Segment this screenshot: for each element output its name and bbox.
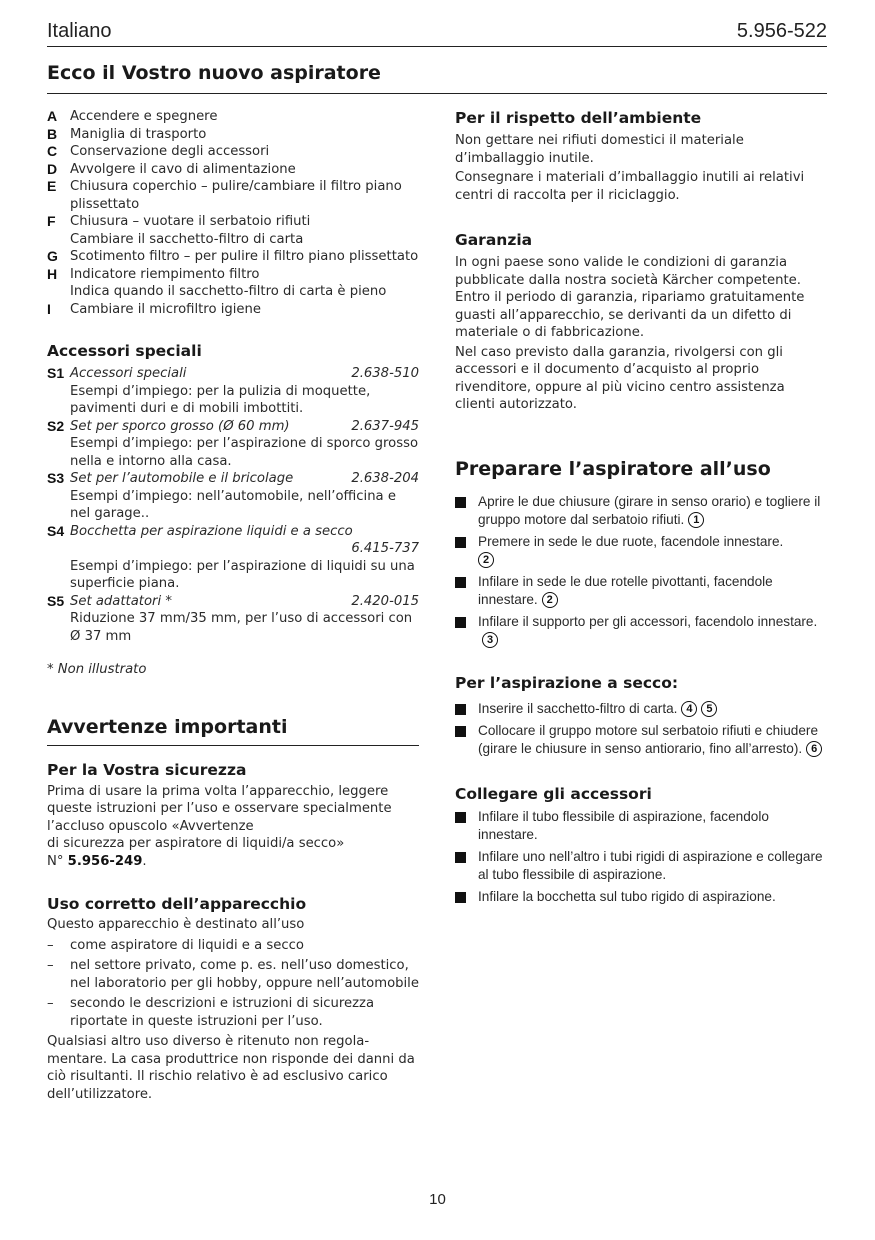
figure-ref-icon: 5 bbox=[701, 701, 717, 717]
bullet-square bbox=[455, 704, 466, 715]
accessories-note: * Non illustrato bbox=[47, 662, 147, 677]
part-text: Cambiare il microfiltro igiene bbox=[70, 301, 261, 317]
parts-list bbox=[47, 108, 419, 318]
accessory-name: Set adattatori * bbox=[70, 593, 172, 609]
list-item bbox=[455, 573, 827, 609]
environment-text: Non gettare nei rifiuti domestici il materiale d’imballaggio inutile. bbox=[455, 133, 744, 166]
accessory-code: S1 bbox=[47, 365, 65, 381]
title-divider bbox=[47, 93, 827, 94]
dry-list bbox=[455, 700, 827, 758]
bullet-square bbox=[455, 892, 466, 903]
part-letter: A bbox=[47, 108, 58, 124]
dash-marker: – bbox=[47, 958, 54, 973]
list-item bbox=[455, 722, 827, 758]
part-letter: F bbox=[47, 213, 56, 229]
accessory-item bbox=[47, 365, 419, 418]
accessory-item bbox=[47, 523, 419, 593]
use-heading: Uso corretto dell’apparecchio bbox=[47, 895, 307, 913]
bullet-square bbox=[455, 497, 466, 508]
list-item bbox=[455, 700, 827, 718]
dash-marker: – bbox=[47, 996, 54, 1011]
use-intro: Questo apparecchio è destinato all’uso bbox=[47, 917, 305, 932]
part-text: Avvolgere il cavo di alimentazione bbox=[70, 161, 296, 177]
page-title: Ecco il Vostro nuovo aspiratore bbox=[47, 62, 381, 84]
left-column bbox=[47, 108, 419, 1103]
bullet-square bbox=[455, 726, 466, 737]
connect-item-text: Infilare la bocchetta sul tubo rigido di aspirazione. bbox=[478, 888, 776, 904]
list-item bbox=[47, 957, 419, 992]
dry-item-text: Inserire il sacchetto-filtro di carta. bbox=[478, 700, 678, 716]
warranty-heading: Garanzia bbox=[455, 231, 533, 249]
list-item bbox=[455, 493, 827, 529]
part-text: Cambiare il sacchetto-filtro di carta bbox=[70, 231, 304, 247]
list-item bbox=[47, 126, 419, 144]
prepare-item-text: Infilare in sede le due rotelle pivottanti, facendole innestare. bbox=[478, 573, 773, 607]
part-letter: E bbox=[47, 178, 57, 194]
warranty-text: In ogni paese sono valide le condizioni di garanzia pubblicate dalla nostra società Kärcher competente. Entro il periodo di garanzia, ripariamo gratuitamente guasti all’apparecchio, se derivanti da un difetto di materiale o di fabbricazione. bbox=[455, 255, 805, 340]
warranty-text: Nel caso previsto dalla garanzia, rivolgersi con gli accessori e il documento d’acquisto al proprio rivenditore, oppure al più vicino centro assistenza clienti autorizzato. bbox=[455, 344, 785, 412]
safety-number: 5.956-249 bbox=[67, 853, 143, 869]
connect-list bbox=[455, 808, 827, 906]
prepare-item-text: Premere in sede le due ruote, facendole innestare. bbox=[478, 533, 784, 549]
list-item bbox=[47, 143, 419, 161]
section-divider bbox=[47, 745, 419, 746]
prepare-item-text: Aprire le due chiusure (girare in senso orario) e togliere il gruppo motore dal serbatoio rifiuti. bbox=[478, 493, 821, 527]
part-text: Conservazione degli accessori bbox=[70, 144, 270, 159]
accessory-desc: Esempi d’impiego: per la pulizia di moquette, pavimenti duri e di mobili imbottiti. bbox=[70, 383, 371, 416]
page-number: 10 bbox=[429, 1191, 446, 1208]
environment-text: Consegnare i materiali d’imballaggio inutili ai relativi centri di raccolta per il riciclaggio. bbox=[455, 170, 805, 203]
figure-ref-icon: 3 bbox=[482, 632, 498, 648]
part-text: Maniglia di trasporto bbox=[70, 126, 207, 142]
figure-ref-icon: 6 bbox=[806, 741, 822, 757]
list-item bbox=[47, 266, 419, 301]
accessory-name: Set per sporco grosso (Ø 60 mm) bbox=[70, 418, 290, 434]
safety-text-line: Prima di usare la prima volta l’apparecchio, leggere queste istruzioni per l’uso e osservare specialmente l’accluso opuscolo «Avvertenze bbox=[47, 783, 392, 834]
figure-ref-icon: 2 bbox=[542, 592, 558, 608]
use-outro: Qualsiasi altro uso diverso è ritenuto non regola-mentare. La casa produttrice non risponde dei danni da ciò risultanti. Il rischio relativo è ad esclusivo carico dell’utilizzatore. bbox=[47, 1034, 415, 1102]
accessory-number: 2.638-510 bbox=[351, 366, 419, 381]
part-letter: C bbox=[47, 143, 58, 159]
accessories-heading: Accessori speciali bbox=[47, 342, 202, 360]
use-item-text: nel settore privato, come p. es. nell’uso domestico, nel laboratorio per gli hobby, oppure nell’automobile bbox=[70, 958, 419, 991]
bullet-square bbox=[455, 537, 466, 548]
prepare-list bbox=[455, 493, 827, 649]
safety-text-line: di sicurezza per aspiratore di liquidi/a secco» bbox=[47, 836, 345, 851]
header-language: Italiano bbox=[47, 20, 112, 42]
figure-ref-icon: 2 bbox=[478, 552, 494, 568]
prepare-heading: Preparare l’aspiratore all’uso bbox=[455, 457, 771, 480]
bullet-square bbox=[455, 577, 466, 588]
bullet-square bbox=[455, 852, 466, 863]
accessory-name: Accessori speciali bbox=[70, 366, 187, 381]
accessory-number: 2.420-015 bbox=[351, 593, 419, 609]
figure-ref-icon: 4 bbox=[681, 701, 697, 717]
list-item bbox=[455, 808, 827, 844]
accessory-desc: Esempi d’impiego: per l’aspirazione di sporco grosso nella e intorno alla casa. bbox=[70, 436, 419, 469]
use-item-text: come aspiratore di liquidi e a secco bbox=[70, 937, 304, 953]
part-letter: G bbox=[47, 248, 58, 264]
accessory-number: 2.637-945 bbox=[351, 418, 419, 434]
safety-number-prefix: N° bbox=[47, 853, 64, 869]
part-text: Chiusura – vuotare il serbatoio rifiuti bbox=[70, 214, 311, 229]
part-text: Indica quando il sacchetto-filtro di carta è pieno bbox=[70, 284, 387, 299]
figure-ref-icon: 1 bbox=[688, 512, 704, 528]
header-divider bbox=[47, 46, 827, 47]
list-item bbox=[47, 108, 419, 126]
list-item bbox=[47, 995, 419, 1030]
safety-text: Prima di usare la prima volta l’apparecchio, leggere queste istruzioni per l’uso e osservare specialmente l’accluso opuscolo «Avvertenze di sicurezza per aspiratore di liquidi/a secco» N° 5.956-249. bbox=[47, 783, 392, 869]
list-item bbox=[47, 178, 419, 213]
accessory-item bbox=[47, 418, 419, 471]
accessory-name: Bocchetta per aspirazione liquidi e a secco bbox=[70, 523, 353, 539]
safety-heading: Per la Vostra sicurezza bbox=[47, 760, 247, 779]
right-column bbox=[455, 108, 827, 910]
bullet-square bbox=[455, 812, 466, 823]
list-item bbox=[455, 613, 827, 649]
bullet-square bbox=[455, 617, 466, 628]
part-letter: D bbox=[47, 160, 58, 177]
part-text: Chiusura coperchio – pulire/cambiare il filtro piano plissettato bbox=[70, 179, 402, 212]
list-item bbox=[47, 248, 419, 266]
dry-item-text: Collocare il gruppo motore sul serbatoio rifiuti e chiudere (girare le chiusure in senso antiorario, fino all’arresto). bbox=[478, 722, 819, 756]
connect-item-text: Infilare il tubo flessibile di aspirazione, facendolo innestare. bbox=[478, 808, 769, 842]
accessory-code: S4 bbox=[47, 522, 65, 539]
list-item bbox=[47, 937, 419, 955]
accessory-code: S3 bbox=[47, 470, 65, 486]
connect-item-text: Infilare uno nell’altro i tubi rigidi di aspirazione e collegare al tubo flessibile di aspirazione. bbox=[478, 848, 823, 882]
accessory-desc: Riduzione 37 mm/35 mm, per l’uso di accessori con Ø 37 mm bbox=[70, 611, 413, 644]
use-list bbox=[47, 937, 419, 1031]
prepare-item-text: Infilare il supporto per gli accessori, facendolo innestare. bbox=[478, 613, 818, 629]
environment-heading: Per il rispetto dell’ambiente bbox=[455, 109, 702, 127]
accessory-number: 2.638-204 bbox=[351, 471, 419, 486]
use-item-text: secondo le descrizioni e istruzioni di sicurezza riportate in queste istruzioni per l’uso. bbox=[70, 996, 375, 1029]
list-item bbox=[455, 848, 827, 884]
dry-heading: Per l’aspirazione a secco: bbox=[455, 673, 679, 692]
list-item bbox=[455, 533, 827, 569]
connect-heading: Collegare gli accessori bbox=[455, 784, 652, 803]
accessory-code: S5 bbox=[47, 592, 65, 609]
warnings-heading: Avvertenze importanti bbox=[47, 715, 288, 738]
accessory-item bbox=[47, 593, 419, 646]
accessory-name: Set per l’automobile e il bricolage bbox=[70, 471, 294, 486]
part-text: Accendere e spegnere bbox=[70, 109, 218, 124]
list-item bbox=[455, 888, 827, 906]
list-item bbox=[47, 161, 419, 179]
part-letter: B bbox=[47, 125, 58, 142]
accessory-desc: Esempi d’impiego: per l’aspirazione di liquidi su una superficie piana. bbox=[70, 558, 415, 591]
list-item bbox=[47, 213, 419, 248]
part-text: Scotimento filtro – per pulire il filtro piano plissettato bbox=[70, 249, 419, 264]
part-letter: H bbox=[47, 265, 58, 282]
list-item bbox=[47, 301, 419, 319]
accessory-item bbox=[47, 470, 419, 523]
dash-marker: – bbox=[47, 937, 54, 953]
accessory-number: 6.415-737 bbox=[351, 541, 419, 556]
part-text: Indicatore riempimento filtro bbox=[70, 266, 260, 282]
accessory-desc: Esempi d’impiego: nell’automobile, nell’officina e nel garage.. bbox=[70, 488, 396, 521]
accessory-code: S2 bbox=[47, 417, 65, 434]
header-doc-number: 5.956-522 bbox=[736, 20, 827, 42]
part-letter: I bbox=[47, 300, 51, 317]
